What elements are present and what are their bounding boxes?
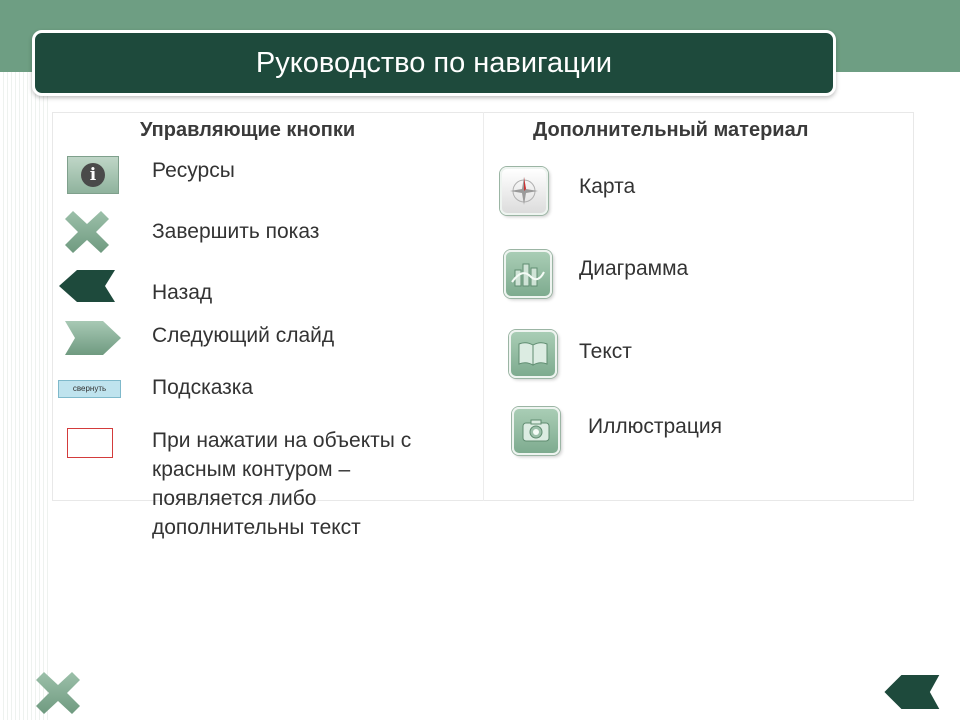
page-title: Руководство по навигации bbox=[255, 46, 613, 79]
materials-heading: Дополнительный материал bbox=[533, 119, 809, 141]
close-x-icon[interactable] bbox=[63, 209, 111, 255]
red-outline-box bbox=[67, 428, 113, 458]
info-icon[interactable]: i bbox=[67, 156, 119, 194]
column-divider bbox=[483, 112, 484, 501]
left-stripe-decoration bbox=[0, 72, 50, 720]
back-arrow-icon[interactable] bbox=[59, 270, 115, 302]
end-show-nav-icon[interactable] bbox=[34, 670, 82, 716]
end-show-label: Завершить показ bbox=[152, 220, 320, 243]
back-nav-icon[interactable] bbox=[883, 674, 941, 710]
next-arrow-icon[interactable] bbox=[65, 321, 121, 355]
illustration-label: Иллюстрация bbox=[588, 415, 722, 438]
camera-icon[interactable] bbox=[512, 407, 560, 455]
controls-heading: Управляющие кнопки bbox=[140, 119, 356, 141]
chart-label: Диаграмма bbox=[579, 257, 689, 280]
book-icon[interactable] bbox=[509, 330, 557, 378]
hint-button[interactable]: свернуть bbox=[58, 380, 121, 398]
map-label: Карта bbox=[579, 175, 636, 198]
hint-label: Подсказка bbox=[152, 376, 254, 399]
compass-map-icon[interactable] bbox=[500, 167, 548, 215]
chart-icon[interactable] bbox=[504, 250, 552, 298]
back-label: Назад bbox=[152, 281, 213, 304]
text-label: Текст bbox=[579, 340, 632, 363]
title-bar bbox=[32, 30, 836, 96]
red-outline-description: При нажатии на объекты с красным контуром – появляется либо дополнительны текст bbox=[152, 429, 412, 539]
resources-label: Ресурсы bbox=[152, 159, 235, 182]
next-slide-label: Следующий слайд bbox=[152, 324, 335, 347]
